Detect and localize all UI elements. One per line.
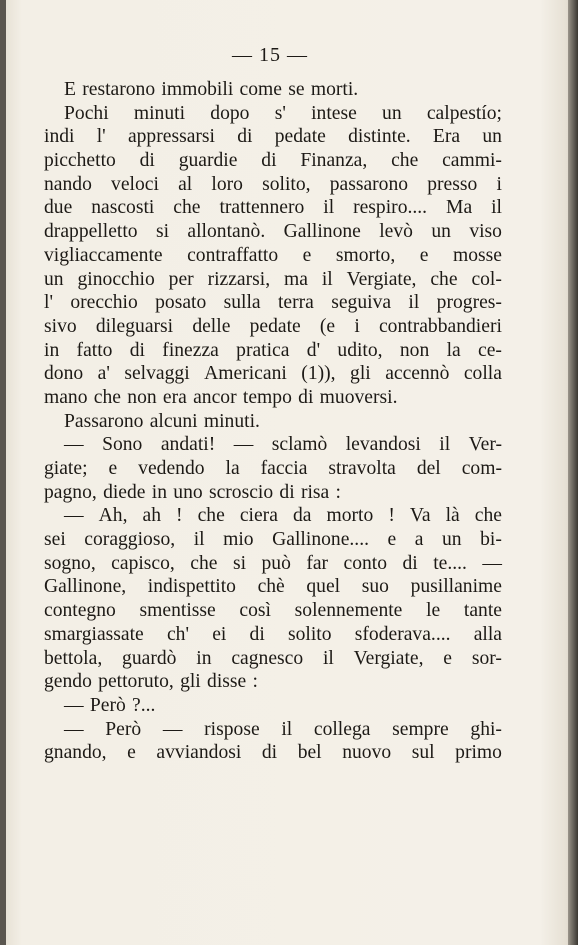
text-line: — Ah, ah ! che ciera da morto ! Va là che: [64, 505, 502, 527]
text-line: sei coraggioso, il mio Gallinone.... e a un bi-: [44, 529, 502, 551]
text-line: picchetto di guardie di Finanza, che cammi-: [44, 150, 502, 172]
text-line: dono a' selvaggi Americani (1)), gli accennò colla: [44, 363, 502, 385]
text-line: sivo dileguarsi delle pedate (e i contrabbandieri: [44, 315, 502, 337]
page-number: — 15 —: [232, 44, 308, 66]
body-text: [44, 78, 502, 765]
text-line: bettola, guardò in cagnesco il Vergiate, e sor-: [44, 647, 502, 669]
text-line: l' orecchio posato sulla terra seguiva il progres-: [44, 292, 502, 314]
text-line: un ginocchio per rizzarsi, ma il Vergiate, che col-: [44, 268, 502, 290]
text-line: E restarono immobili come se morti.: [64, 79, 359, 100]
text-line: in fatto di finezza pratica d' udito, non la ce-: [44, 339, 502, 361]
text-line: contegno smentisse così solennemente le tante: [44, 600, 502, 622]
text-line: vigliaccamente contraffatto e smorto, e mosse: [44, 244, 502, 266]
text-line: sogno, capisco, che si può far conto di te.... —: [44, 552, 502, 574]
text-line: nando veloci al loro solito, passarono presso i: [44, 173, 502, 195]
text-line: gnando, e avviandosi di bel nuovo sul primo: [44, 742, 502, 764]
text-line: — Sono andati! — sclamò levandosi il Ver-: [64, 434, 502, 456]
text-line: — Però — rispose il collega sempre ghi-: [64, 718, 502, 740]
text-line: Passarono alcuni minuti.: [64, 410, 260, 432]
text-line: due nascosti che trattennero il respiro.... Ma il: [44, 197, 502, 219]
text-line: pagno, diede in uno scroscio di risa :: [44, 481, 341, 503]
text-line: Gallinone, indispettito chè quel suo pusillanime: [44, 576, 502, 598]
page-left-edge: [0, 0, 6, 945]
page-right-edge: [568, 0, 578, 945]
text-line: indi l' appressarsi di pedate distinte. Era un: [44, 126, 502, 148]
text-line: gendo pettoruto, gli disse :: [44, 671, 258, 693]
text-line: — Però ?...: [64, 694, 156, 716]
text-line: Pochi minuti dopo s' intese un calpestío;: [64, 102, 502, 124]
text-line: giate; e vedendo la faccia stravolta del com-: [44, 458, 502, 479]
text-line: mano che non era ancor tempo di muoversi.: [44, 386, 398, 408]
text-line: drappelletto si allontanò. Gallinone levò un viso: [44, 221, 502, 243]
text-line: smargiassate ch' ei di solito sfoderava.... alla: [44, 623, 502, 645]
